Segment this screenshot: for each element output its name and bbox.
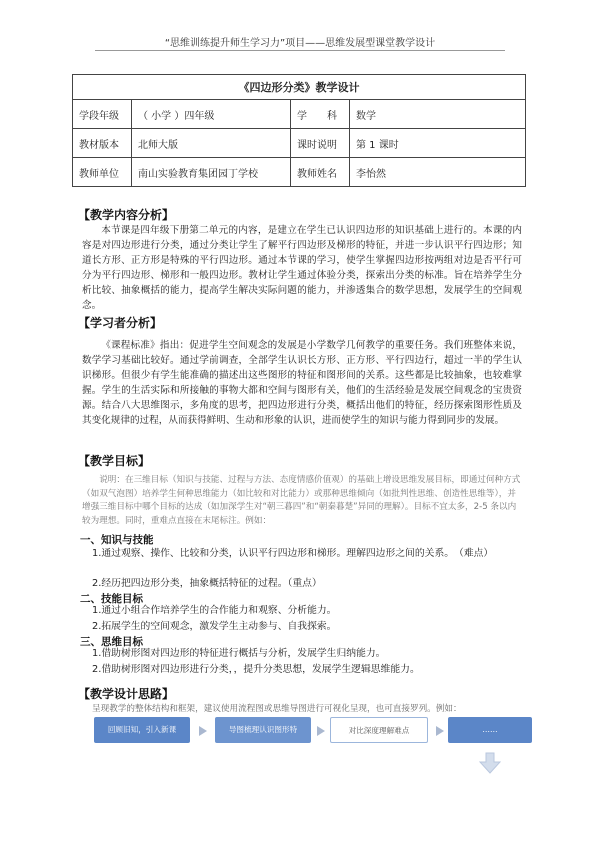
learner-analysis-text: 《课程标准》指出：促进学生空间观念的发展是小学数学几何教学的重要任务。我们班整体来说，数学学习基础比较好。通过学前调查，全部学生认识长方形、正方形、平行四边行，超过一半的学生认识梯形。但很少有学生能准确的描述出这些图形的特征和图形间的关系。这些都是比较抽象，也较难掌握。学生的生活实际和所接触的事物大都和空间与图形有关，他们的生活经验是发展空间观念的宝贵资源。结合八大思维图示，多角度的思考，把四边形进行分类，概括出他们的特征，经历探索图形性质及其变化规律的过程，从而获得鲜明、生动和形象的认识，进而使学生的知识与能力得到同步的发展。 <box>82 340 522 426</box>
header-rule <box>95 50 505 51</box>
grade-value: （ 小学 ）四年级 <box>132 100 291 129</box>
flow-arrow-icon <box>317 726 325 736</box>
teacher-value: 李怡然 <box>350 158 526 187</box>
textbook-label: 教材版本 <box>73 129 132 158</box>
subject-value: 数学 <box>350 100 526 129</box>
lesson-title: 《四边形分类》教学设计 <box>73 75 526 100</box>
list-item: 1.通过小组合作培养学生的合作能力和观察、分析能力。 <box>92 605 337 616</box>
thinking-goals-title: 三、思维目标 <box>80 636 143 648</box>
flow-step-more: …… <box>448 717 532 743</box>
grade-label: 学段年级 <box>73 100 132 129</box>
period-label: 课时说明 <box>291 129 350 158</box>
table-row <box>73 100 526 129</box>
list-item: 2.借助树形图对四边形进行分类，，提升分类思想，发展学生逻辑思维能力。 <box>92 664 420 675</box>
document-header: “思维训练提升师生学习力”项目——思维发展型课堂教学设计 <box>164 38 436 49</box>
school-label: 教师单位 <box>73 158 132 187</box>
flow-step-mindmap: 导图梳理认识图形特 <box>215 717 311 743</box>
lesson-info-table <box>72 74 526 187</box>
design-idea-heading: 【教学设计思路】 <box>78 687 175 701</box>
table-row <box>73 129 526 158</box>
learner-analysis-heading: 【学习者分析】 <box>78 316 163 330</box>
list-item: 2.经历把四边形分类，抽象概括特征的过程。（重点） <box>92 578 322 589</box>
content-analysis-heading: 【教学内容分析】 <box>78 208 175 222</box>
flow-arrow-icon <box>436 726 444 736</box>
design-idea-note: 呈现教学的整体结构和框架，建议使用流程图或思维导图进行可视化呈现，也可直接罗列。例如： <box>92 704 462 714</box>
subject-label: 学 科 <box>291 100 350 129</box>
skill-goals-title: 二、技能目标 <box>80 593 143 605</box>
down-arrow-icon <box>479 752 501 774</box>
objectives-heading: 【教学目标】 <box>78 454 151 468</box>
list-item: 1.借助树形图对四边形的特征进行概括与分析，发展学生归纳能力。 <box>92 648 386 659</box>
textbook-value: 北师大版 <box>132 129 291 158</box>
flow-step-compare: 对比深度理解难点 <box>330 717 428 743</box>
teacher-label: 教师姓名 <box>291 158 350 187</box>
objectives-note: 说明：在三维目标（知识与技能、过程与方法、态度情感价值观）的基础上增设思维发展目标，即通过何种方式（如双气泡图）培养学生何种思维能力（如比较和对比能力）或那种思维倾向（如批判性思维、创造性思维等），并增强三维目标中哪个目标的达成（如加深学生对“朝三暮四”和“朝秦暮楚”异同的理解）。目标不宜太多，2-5 条以内较为理想。同时，重难点直接在末尾标注。例如： <box>82 475 521 526</box>
list-item: 2.拓展学生的空间观念，激发学生主动参与、自我探索。 <box>92 621 337 632</box>
knowledge-skills-title: 一、知识与技能 <box>80 534 154 546</box>
period-value: 第 1 课时 <box>350 129 526 158</box>
school-value: 南山实验教育集团园丁学校 <box>132 158 291 187</box>
table-row <box>73 158 526 187</box>
content-analysis-text: 本节课是四年级下册第二单元的内容，是建立在学生已认识四边形的知识基础上进行的。本课的内容是对四边形进行分类，通过分类让学生了解平行四边形及梯形的特征，并进一步认识平行四边形；知道长方形、正方形是特殊的平行四边形。通过本节课的学习，使学生掌握四边形按两组对边是否平行可分为平行四边形、梯形和一般四边形。教材让学生通过体验分类，探索出分类的标准。旨在培养学生分析比较、抽象概括的能力，提高学生解决实际问题的能力，并渗透集合的数学思想，发展学生的空间观念。 <box>82 225 522 311</box>
list-item: 1.通过观察、操作、比较和分类，认识平行四边形和梯形。理解四边形之间的关系。 （难点） <box>92 548 494 559</box>
flow-step-review: 回顾旧知，引入新课 <box>94 717 190 743</box>
flow-arrow-icon <box>199 726 207 736</box>
